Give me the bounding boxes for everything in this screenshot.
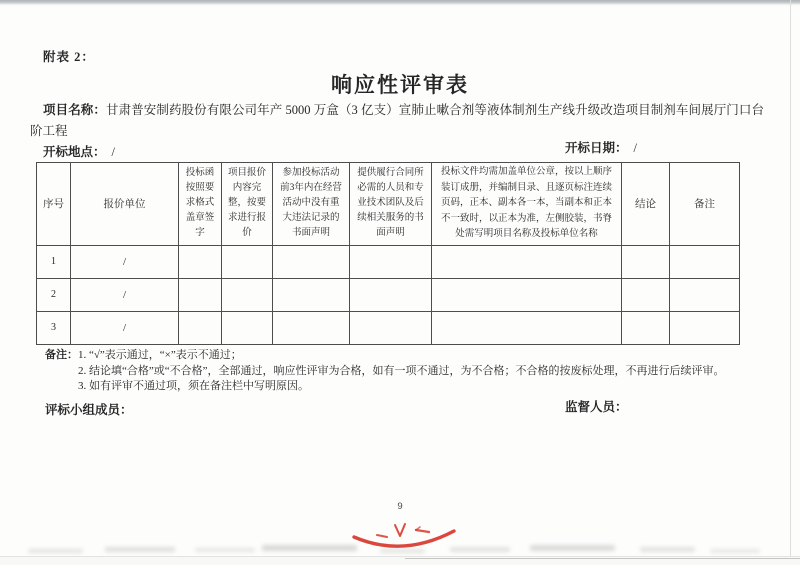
project-name-text: 甘肃普安制药股份有限公司年产 5000 万盒（3 亿支）宣肺止嗽合剂等液体制剂生产线升级改造项目制剂车间展厅门口台阶工程 (30, 103, 764, 138)
eval-cell (350, 278, 432, 311)
scan-smudge (105, 547, 175, 552)
note-item: 1. “√”表示通过，“×”表示不通过； (78, 349, 242, 361)
eval-cell (222, 311, 273, 344)
scan-top-edge (0, 0, 800, 6)
bid-location-value: / (111, 145, 115, 159)
eval-cell (273, 311, 350, 344)
notes-section (45, 348, 785, 395)
column-header-seq: 序号 (37, 163, 71, 246)
eval-cell (273, 278, 350, 311)
column-header-remarks: 备注 (670, 163, 740, 246)
eval-cell (432, 278, 622, 311)
row-unit: / (71, 278, 179, 311)
responsiveness-review-table (36, 162, 740, 345)
eval-cell (273, 245, 350, 278)
scan-smudge (640, 547, 695, 552)
eval-cell (179, 278, 222, 311)
table-header-row (37, 163, 740, 246)
remark-cell (670, 278, 740, 311)
scan-smudge (262, 545, 357, 551)
eval-cell (179, 245, 222, 278)
notes-label: 备注： (45, 349, 78, 361)
scan-smudge (450, 547, 510, 552)
bid-date-value: / (633, 141, 637, 155)
page-title: 响应性评审表 (331, 73, 469, 97)
bid-location-row (43, 142, 115, 160)
project-name-line (30, 100, 764, 142)
row-unit: / (71, 245, 179, 278)
committee-label: 评标小组成员： (45, 403, 133, 417)
page-number: 9 (397, 501, 403, 512)
table-row (37, 245, 740, 278)
bid-date-label: 开标日期： (565, 141, 628, 155)
note-list (78, 348, 785, 395)
column-header-binding-requirements: 投标文件均需加盖单位公章，按以上顺序装订成册，并编制目录、且逐页标注连续页码，正本、副本各一本，当副本和正本不一致时，以正本为准，左侧胶装，书脊处需写明项目名称及投标单位名称 (432, 163, 622, 246)
row-seq: 2 (37, 278, 71, 311)
eval-cell (350, 245, 432, 278)
scan-smudge (380, 549, 425, 553)
scan-smudge (530, 545, 615, 551)
row-seq: 1 (37, 245, 71, 278)
column-header-no-violation: 参加投标活动前3年内在经营活动中没有重大违法记录的书面声明 (273, 163, 350, 246)
table-row (37, 311, 740, 344)
eval-cell (179, 311, 222, 344)
note-item: 2. 结论填“合格”或“不合格”，全部通过，响应性评审为合格，如有一项不通过，为不合格；不合格的按废标处理，不再进行后续评审。 (78, 364, 725, 377)
scan-smudge (28, 549, 83, 553)
remark-cell (670, 311, 740, 344)
column-header-conclusion: 结论 (622, 163, 670, 246)
bid-date-row (565, 138, 637, 156)
eval-cell (222, 278, 273, 311)
column-header-personnel: 提供履行合同所必需的人员和专业技术团队及后续相关服务的书面声明 (350, 163, 432, 246)
eval-cell (350, 311, 432, 344)
supervisor-label: 监督人员： (565, 400, 628, 414)
eval-cell (432, 311, 622, 344)
conclusion-cell (622, 278, 670, 311)
eval-cell (222, 245, 273, 278)
scan-smudge (195, 548, 255, 552)
row-seq: 3 (37, 311, 71, 344)
scan-smudge (710, 549, 760, 553)
project-name-label: 项目名称： (43, 103, 106, 117)
remark-cell (670, 245, 740, 278)
scan-bottom-line (405, 558, 800, 559)
column-header-unit: 报价单位 (71, 163, 179, 246)
annex-label: 附表 2： (43, 50, 95, 64)
conclusion-cell (622, 245, 670, 278)
bid-location-label: 开标地点： (43, 145, 106, 159)
row-unit: / (71, 311, 179, 344)
column-header-quote-complete: 项目报价内容完整，按要求进行报价 (222, 163, 273, 246)
note-item: 3. 如有评审不通过项，须在备注栏中写明原因。 (78, 380, 309, 392)
conclusion-cell (622, 311, 670, 344)
column-header-bid-letter: 投标函按照要求格式盖章签字 (179, 163, 222, 246)
table-row (37, 278, 740, 311)
eval-cell (432, 245, 622, 278)
